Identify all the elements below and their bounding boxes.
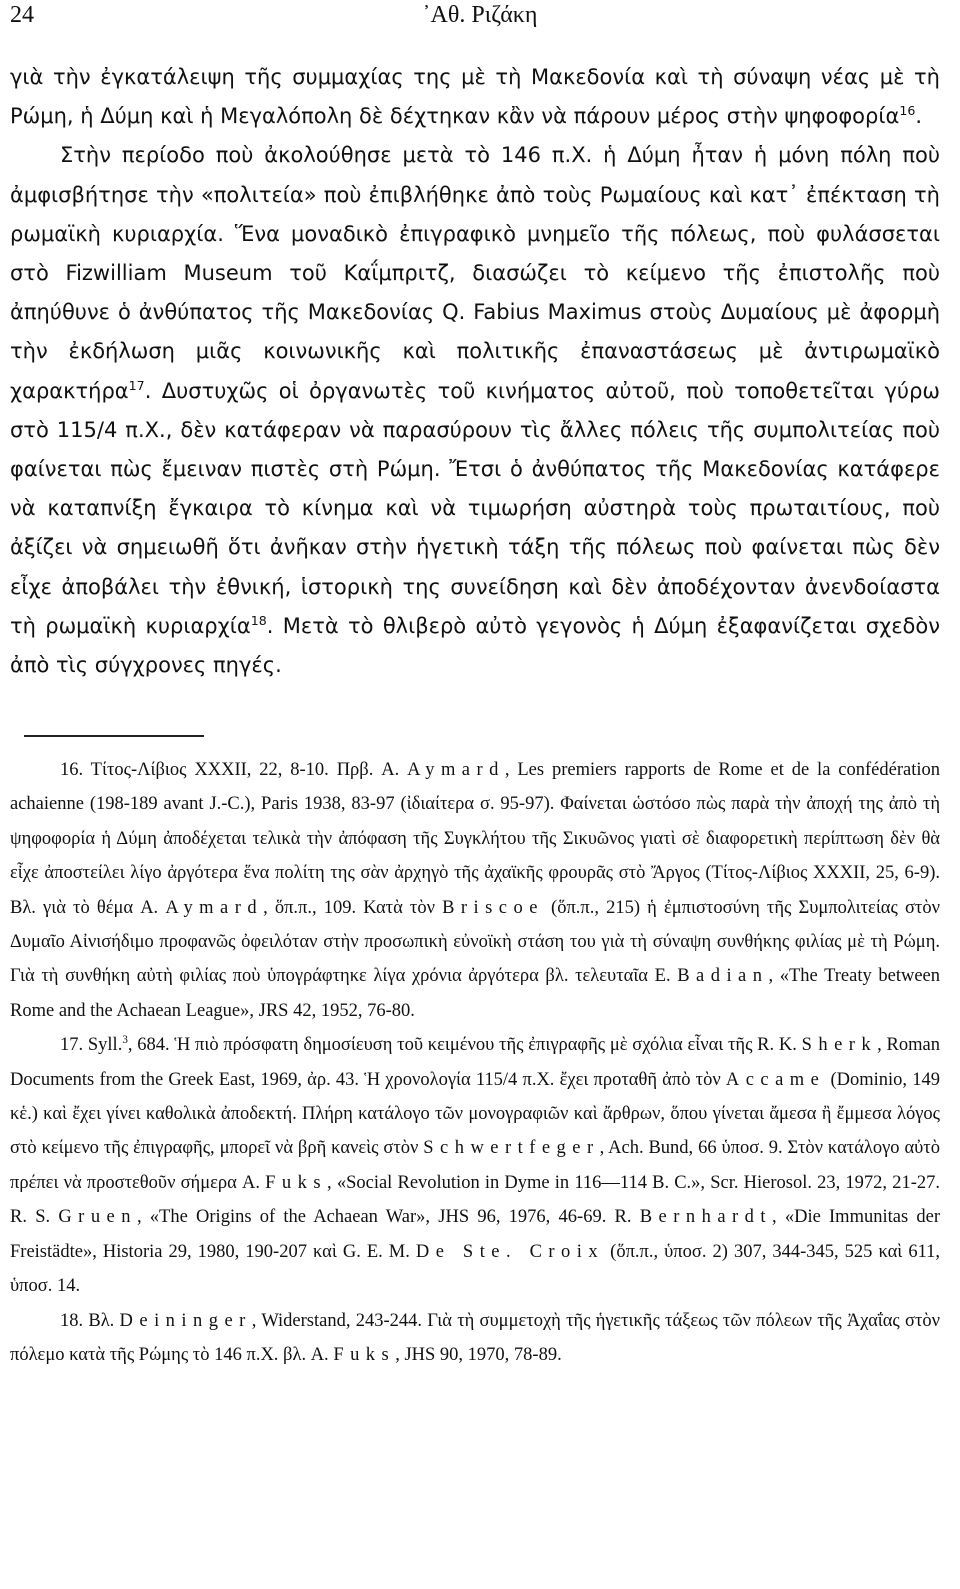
author-name: Bernhardt <box>639 1207 772 1228</box>
page-header <box>10 2 950 38</box>
footnote-separator <box>24 735 204 737</box>
footnotes <box>10 753 940 1372</box>
author-name: Schwertfeger <box>423 1138 600 1159</box>
author-name: Badian <box>677 966 769 987</box>
author-name: Accame <box>725 1069 826 1090</box>
author-name: Sherk <box>801 1035 878 1056</box>
author-name: Fuks <box>265 1172 328 1193</box>
author-name: Aymard <box>407 760 505 780</box>
footnote-ref: 18 <box>250 612 267 628</box>
author-name: Fuks <box>333 1344 396 1365</box>
paragraph: γιὰ τὴν ἐγκατάλειψη τῆς συμμαχίας της μὲ τὴ Μακεδονία καὶ τὴ σύναψη νέας μὲ τὴ Ρώμη, ἡ Δύμη καὶ ἡ Μεγαλόπολη δὲ δέχτηκαν κἂν νὰ πάρουν μέρος στὴν ψηφοφορία$^{16}$. <box>10 65 940 129</box>
author-name: Deininger <box>119 1310 252 1331</box>
author-name: Aymard <box>165 897 264 918</box>
footnote-18: 18. Βλ. Deininger, Widerstand, 243-244. Γιὰ τὴ συμμετοχὴ τῆς ἡγετικῆς τάξεως τῶν πόλεων τῆς Ἀχαΐας στὸν πόλεμο κατὰ τῆς Ρώμης τὸ 146 π.Χ. βλ. A. Fuks, JHS 90, 1970, 78-89. <box>10 1310 941 1365</box>
footnote-ref: 17 <box>128 377 145 393</box>
author-name: De Ste. Croix <box>415 1241 605 1262</box>
author-name: Briscoe <box>442 897 544 918</box>
footnote-16: 16. Τίτος-Λίβιος XXXII, 22, 8-10. Πρβ. A. Aymard, Les premiers rapports de Rome et de la confédération achaienne (198-189 avant J.-C.), Paris 1938, 83-97 (ἰδιαίτερα σ. 95-97). Φαίνεται ὡστόσο πὼς παρὰ τὴν ἀποχή της ἀπὸ τὴ ψηφοφορία ἡ Δύμη ἀποδέχεται τελικὰ τὴν ἀπόφαση τῆς Συγκλήτου τῆς Σικυῶνος γιατὶ σὲ διαφορετικὴ περίπτωση δὲν θὰ εἶχε ἀποστείλει λίγο ἀργότερα ἕνα πολίτη της σὰν ἀρχηγὸ τῆς ἀχαϊκῆς φρουρᾶς στὸ Ἄργος (Τίτος-Λίβιος XXXII, 25, 6-9). Βλ. γιὰ τὸ θέμα A. Aymard, ὅπ.π., 109. Κατὰ τὸν Briscoe (ὅπ.π., 215) ἡ ἐμπιστοσύνη τῆς Συμπολιτείας στὸν Δυμαῖο Αἰνισήδιμο προφανῶς ὀφειλόταν στὴν προσωπικὴ εὐνοϊκὴ στάση του γιὰ τὴ σύναψη συνθήκης φιλίας μὲ τὴ Ρώμη. Γιὰ τὴ συνθήκη αὐτὴ φιλίας ποὺ ὑπογράφτηκε λίγα χρόνια ἀργότερα βλ. τελευταῖα E. Badian, «The Treaty between Rome and the Achaean League», JRS 42, 1952, 76-80. <box>10 760 940 1021</box>
main-text <box>10 58 940 685</box>
footnote-17: 17. Syll.$^3$, 684. Ἡ πιὸ πρόσφατη δημοσίευση τοῦ κειμένου τῆς ἐπιγραφῆς μὲ σχόλια εἶναι τῆς R. K. Sherk, Roman Documents from the Greek East, 1969, ἀρ. 43. Ἡ χρονολογία 115/4 π.Χ. ἔχει προταθῆ ἀπὸ τὸν Accame (Dominio, 149 κἑ.) καὶ ἔχει γίνει καθολικὰ ἀποδεκτή. Πλήρη κατάλογο τῶν μονογραφιῶν καὶ ἄρθρων, ὅπου γίνεται ἄμεσα ἢ ἔμμεσα λόγος στὸ κείμενο τῆς ἐπιγραφῆς, μπορεῖ νὰ βρῆ κανεὶς στὸν Schwertfeger, Ach. Bund, 66 ὑποσ. 9. Στὸν κατάλογο αὐτὸ πρέπει νὰ προστεθοῦν σήμερα A. Fuks, «Social Revolution in Dyme in 116—114 B. C.», Scr. Hierosol. 23, 1972, 21-27. R. S. Gruen, «The Origins of the Achaean War», JHS 96, 1976, 46-69. R. Bernhardt, «Die Immunitas der Freistädte», Historia 29, 1980, 190-207 καὶ G. E. M. De Ste. Croix (ὅπ.π., ὑποσ. 2) 307, 344-345, 525 καὶ 611, ὑποσ. 14. <box>10 1034 941 1297</box>
running-head: ᾿Αθ. Ριζάκη <box>422 2 538 28</box>
page-number: 24 <box>10 2 34 28</box>
author-name: Gruen <box>58 1207 137 1228</box>
footnote-ref: 16 <box>899 103 916 119</box>
paragraph: Στὴν περίοδο ποὺ ἀκολούθησε μετὰ τὸ 146 π.Χ. ἡ Δύμη ἦταν ἡ μόνη πόλη ποὺ ἀμφισβήτησε τὴν «πολιτεία» ποὺ ἐπιβλήθηκε ἀπὸ τοὺς Ρωμαίους καὶ κατ᾿ ἐπέκταση τὴ ρωμαϊκὴ κυριαρχία. Ἕνα μοναδικὸ ἐπιγραφικὸ μνημεῖο τῆς πόλεως, ποὺ φυλάσσεται στὸ Fizwilliam Museum τοῦ Καΐμπριτζ, διασώζει τὸ κείμενο τῆς ἐπιστολῆς ποὺ ἀπηύθυνε ὁ ἀνθύπατος τῆς Μακεδονίας Q. Fabius Maximus στοὺς Δυμαίους μὲ ἀφορμὴ τὴν ἐκδήλωση μιᾶς κοινωνικῆς καὶ πολιτικῆς ἐπαναστάσεως μὲ ἀντιρωμαϊκὸ χαρακτήρα$^{17}$. Δυστυχῶς οἱ ὀργανωτὲς τοῦ κινήματος αὐτοῦ, ποὺ τοποθετεῖται γύρω στὸ 115/4 π.Χ., δὲν κατάφεραν νὰ παρασύρουν τὶς ἄλλες πόλεις τῆς συμπολιτείας ποὺ φαίνεται πὼς ἔμειναν πιστὲς στὴ Ρώμη. Ἔτσι ὁ ἀνθύπατος τῆς Μακεδονίας κατάφερε νὰ καταπνίξη ἔγκαιρα τὸ κίνημα καὶ νὰ τιμωρήση αὐστηρὰ τοὺς πρωταιτίους, ποὺ ἀξίζει νὰ σημειωθῆ ὅτι ἀνῆκαν στὴν ἡγετικὴ τάξη τῆς πόλεως ποὺ φαίνεται πὼς δὲν εἶχε ἀποβάλει τὴν ἐθνική, ἱστορικὴ της συνείδηση καὶ δὲν ἀποδέχονταν ἀνενδοίαστα τὴ ρωμαϊκὴ κυριαρχία$^{18}$. Μετὰ τὸ θλιβερὸ αὐτὸ γεγονὸς ἡ Δύμη ἐξαφανίζεται σχεδὸν ἀπὸ τὶς σύγχρονες πηγές. <box>10 143 940 678</box>
